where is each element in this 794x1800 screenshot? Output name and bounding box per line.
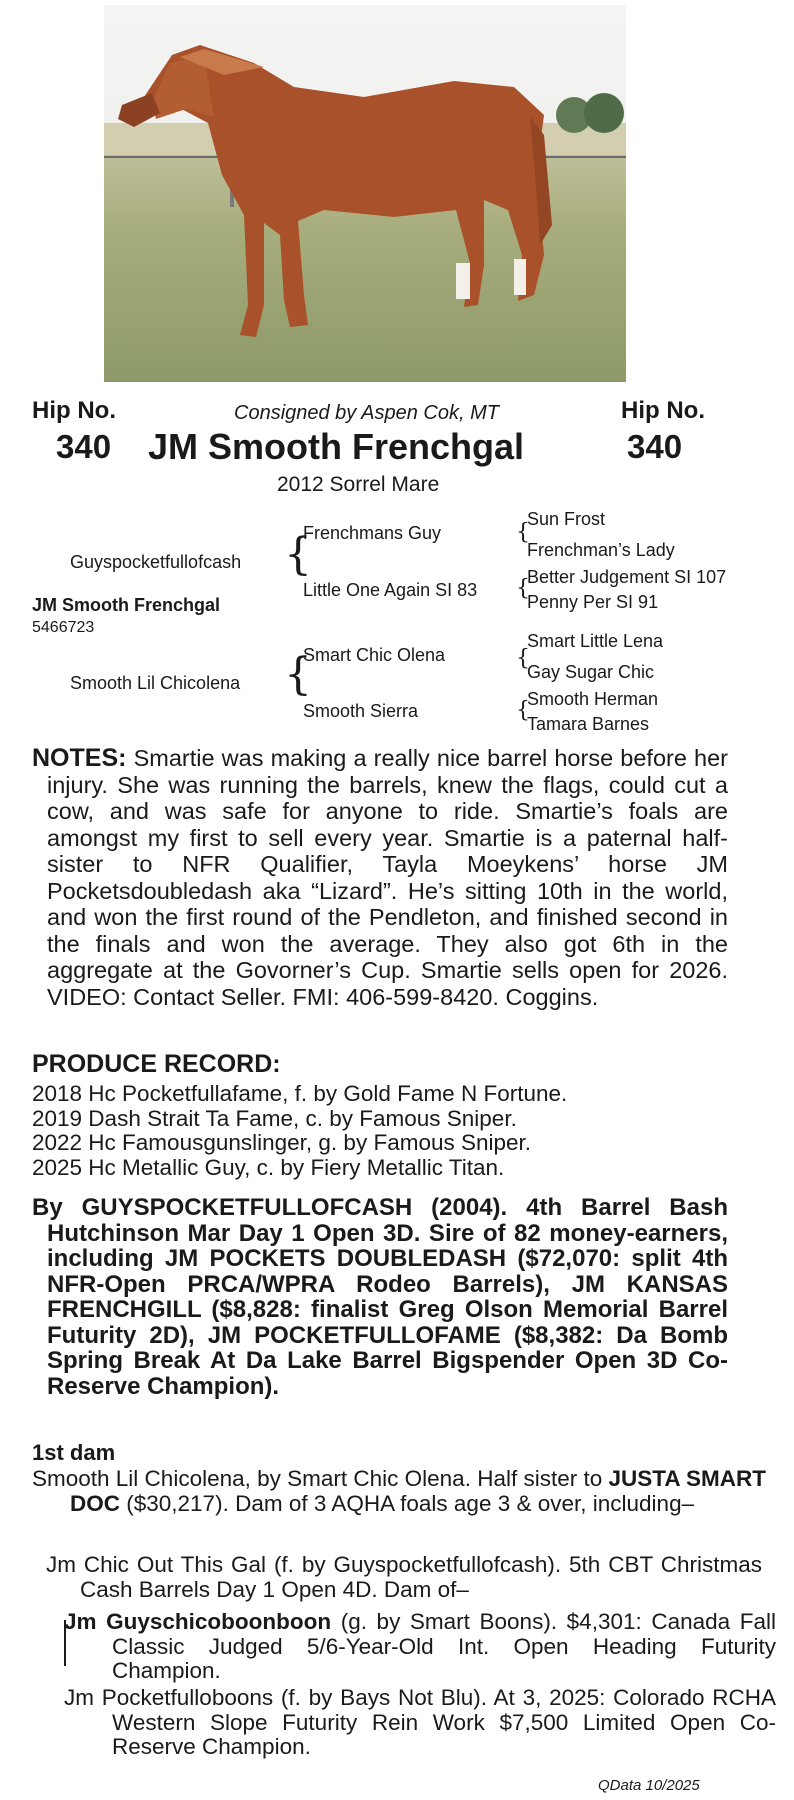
pedigree-brace: { bbox=[284, 649, 312, 700]
pedigree-sd-sire: Better Judgement SI 107 bbox=[527, 567, 727, 587]
pedigree-ss-sire: Sun Frost bbox=[527, 509, 606, 529]
pedigree-dd-dam: Tamara Barnes bbox=[527, 714, 650, 734]
produce-record bbox=[32, 1050, 728, 1180]
second-generation-produce-2: Jm Pocketfulloboons (f. by Bays Not Blu). At 3, 2025: Colorado RCHA Western Slope Futurity Rein Work $7,500 Limited Open Co-Reserve Champion. bbox=[64, 1685, 776, 1759]
hip-label-left: Hip No. bbox=[32, 397, 116, 424]
notes-label: NOTES: bbox=[32, 744, 127, 772]
pedigree-sire-dam: Little One Again SI 83 bbox=[303, 580, 478, 600]
first-dam-heading: 1st dam bbox=[32, 1440, 116, 1465]
produce-item: 2018 Hc Pocketfullafame, f. by Gold Fame N Fortune. bbox=[32, 1081, 568, 1106]
pedigree-sire: Guyspocketfullofcash bbox=[70, 552, 242, 572]
produce-item: 2025 Hc Metallic Guy, c. by Fiery Metallic Titan. bbox=[32, 1154, 505, 1180]
horse-description: 2012 Sorrel Mare bbox=[277, 473, 440, 496]
registration-number: 5466723 bbox=[32, 619, 95, 636]
pedigree-sd-dam: Penny Per SI 91 bbox=[527, 592, 659, 612]
pedigree-dam: Smooth Lil Chicolena bbox=[70, 673, 241, 693]
data-source: QData 10/2025 bbox=[598, 1777, 700, 1794]
first-dam-produce-1: Jm Chic Out This Gal (f. by Guyspocketfullofcash). 5th CBT Christmas Cash Barrels Day 1 Open 4D. Dam of– bbox=[46, 1552, 762, 1602]
horse-photo bbox=[104, 5, 626, 382]
pedigree-sire-sire: Frenchmans Guy bbox=[303, 523, 442, 543]
pedigree-brace: { bbox=[516, 698, 530, 723]
pedigree-subject: JM Smooth Frenchgal bbox=[32, 595, 221, 615]
pedigree-brace: { bbox=[516, 646, 530, 671]
pedigree-brace: { bbox=[516, 520, 530, 545]
horse-name: JM Smooth Frenchgal bbox=[148, 426, 525, 467]
notes-section bbox=[32, 745, 728, 1010]
produce-heading: PRODUCE RECORD: bbox=[32, 1050, 281, 1078]
first-dam-intro: Smooth Lil Chicolena, by Smart Chic Olena. Half sister to JUSTA SMART DOC ($30,217). Dam of 3 AQHA foals age 3 & over, including– bbox=[32, 1466, 766, 1516]
second-generation-produce-1: Jm Guyschicoboonboon (g. by Smart Boons). $4,301: Canada Fall Classic Judged 5/6-Year-Old Int. Open Heading Futurity Champion. bbox=[64, 1609, 776, 1683]
consignor: Consigned by Aspen Cok, MT bbox=[234, 402, 499, 424]
pedigree-ds-sire: Smart Little Lena bbox=[527, 631, 664, 651]
pedigree-dam-dam: Smooth Sierra bbox=[303, 701, 419, 721]
pedigree-ss-dam: Frenchman’s Lady bbox=[527, 540, 675, 560]
pedigree-brace: { bbox=[284, 529, 312, 580]
pedigree-brace: { bbox=[516, 576, 530, 601]
produce-item: 2019 Dash Strait Ta Fame, c. by Famous Sniper. bbox=[32, 1105, 517, 1131]
notes-text: Smartie was making a really nice barrel horse before her injury. She was running the barrels, knew the flags, could cut a cow, and was safe for anyone to ride. Smartie’s foals are amongst my first to sell every year. Smartie is a paternal half-sister to NFR Qualifier, Tayla Moeykens’ horse JM Pocketsdoubledash aka “Lizard”. He’s sitting 10th in the world, and won the first round of the Pendleton, and finished second in the finals and won the average. They also got 6th in the aggregate at the Govorner’s Cup. Smartie sells open for 2026. VIDEO: Contact Seller. FMI: 406-599-8420. Coggins. bbox=[47, 745, 728, 1010]
hip-number-right: 340 bbox=[627, 428, 683, 465]
pedigree-dd-sire: Smooth Herman bbox=[527, 689, 659, 709]
pedigree-dam-sire: Smart Chic Olena bbox=[303, 645, 446, 665]
hip-number-left: 340 bbox=[56, 428, 112, 465]
produce-item: 2022 Hc Famousgunslinger, g. by Famous Sniper. bbox=[32, 1130, 532, 1155]
hip-label-right: Hip No. bbox=[621, 397, 705, 424]
sire-summary: By GUYSPOCKETFULLOFCASH (2004). 4th Barrel Bash Hutchinson Mar Day 1 Open 3D. Sire of 82 money-earners, including JM POCKETS DOUBLEDASH ($72,070: split 4th NFR-Open PRCA/WPRA Rodeo Barrels), JM KANSAS FRENCHGILL ($8,828: finalist Greg Olson Memorial Barrel Futurity 2D), JM POCKETFULLOFAME ($8,382: Da Bomb Spring Break At Da Lake Barrel Bigspender Open 3D Co-Reserve Champion). bbox=[32, 1194, 728, 1400]
pedigree-ds-dam: Gay Sugar Chic bbox=[527, 662, 655, 682]
